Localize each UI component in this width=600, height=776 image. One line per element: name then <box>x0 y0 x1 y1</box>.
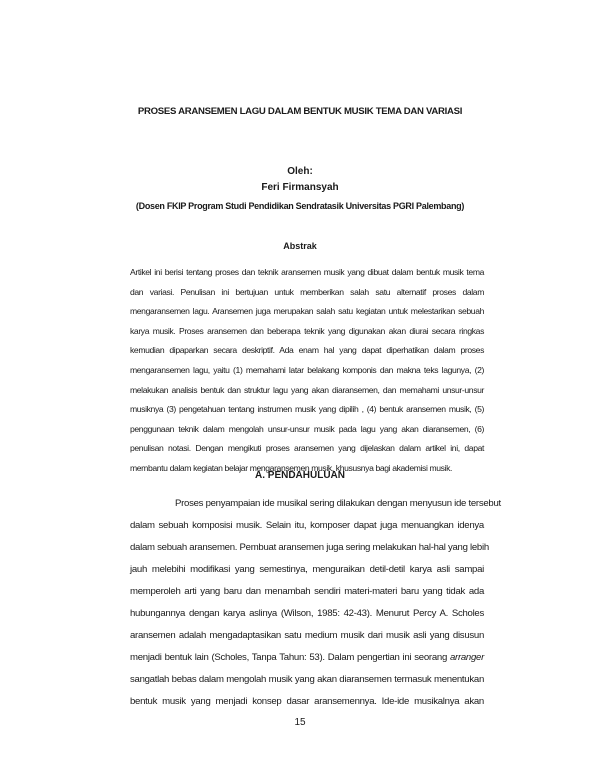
abstract-line: musiknya (3) pengetahuan tentang instrumen musik yang dipilih , (4) bentuk aransemen musik, (5) <box>130 404 484 415</box>
body-line: sangatlah bebas dalam mengolah musik yang akan diaransemen termasuk menentukan <box>130 674 484 685</box>
body-line: dalam sebuah komposisi musik. Selain itu, komposer dapat juga menuangkan idenya <box>130 520 484 531</box>
body-line: dalam sebuah aransemen. Pembuat aransemen juga sering melakukan hal-hal yang lebih <box>130 542 489 553</box>
abstract-line: melakukan analisis bentuk dan struktur lagu yang akan diaransemen, dan memahami unsur-unsur <box>130 384 484 395</box>
body-line: aransemen adalah mengadaptasikan satu medium musik dari musik asli yang disusun <box>130 630 484 641</box>
abstract-line: mengaransemen lagu, yaitu (1) memahami latar belakang komponis dan makna teks lagunya, (2) <box>130 364 484 375</box>
body-text <box>130 493 501 713</box>
abstract-line: penggunaan teknik dalam mengolah unsur-unsur musik pada lagu yang akan diaransemen, (6) <box>130 423 484 434</box>
abstract-text <box>130 263 484 479</box>
abstract-line: penulisan notasi. Dengan mengikuti proses aransemen yang dijelaskan dalam artikel ini, dapat <box>130 443 484 454</box>
abstract-line: kemudian dipaparkan secara deskriptif. Ada enam hal yang dapat diperhatikan dalam proses <box>130 345 484 356</box>
author-name: Feri Firmansyah <box>261 182 339 193</box>
author-affiliation: (Dosen FKIP Program Studi Pendidikan Sendratasik Universitas PGRI Palembang) <box>135 201 465 211</box>
section-heading: A. PENDAHULUAN <box>255 470 345 481</box>
abstract-line: dan variasi. Penulisan ini bertujuan untuk memberikan salah satu alternatif proses dalam <box>130 286 484 297</box>
body-line: jauh melebihi modifikasi yang semestinya, menguraikan detil-detil karya asli sampai <box>130 564 484 575</box>
body-line-text: menjadi bentuk lain (Scholes, Tanpa Tahun: 53). Dalam pengertian ini seorang <box>130 652 450 663</box>
body-line <box>130 647 484 669</box>
page-number: 15 <box>294 717 306 728</box>
abstract-line: mengaransemen lagu. Aransemen juga merupakan salah satu kegiatan untuk melestarikan sebuah <box>130 306 484 317</box>
abstract-line: karya musik. Proses aransemen dan beberapa teknik yang digunakan akan diurai secara ringkas <box>130 325 484 336</box>
body-line: memperoleh arti yang baru dan menambah sendiri materi-materi baru yang tidak ada <box>130 586 484 597</box>
body-line: bentuk musik yang menjadi konsep dasar aransemennya. Ide-ide musikalnya akan <box>130 696 484 707</box>
body-line: Proses penyampaian ide musikal sering dilakukan dengan menyusun ide tersebut <box>175 498 501 509</box>
abstract-line: membantu dalam kegiatan belajar mengaransemen musik, khususnya bagi akademisi musik. <box>130 462 453 473</box>
by-label: Oleh: <box>287 166 313 177</box>
abstract-line: Artikel ini berisi tentang proses dan teknik aransemen musik yang dibuat dalam bentuk musik tema <box>130 267 484 277</box>
italic-term: arranger <box>449 652 484 663</box>
paper-title: PROSES ARANSEMEN LAGU DALAM BENTUK MUSIK TEMA DAN VARIASI <box>137 106 463 117</box>
abstract-heading: Abstrak <box>283 241 317 251</box>
body-line: hubungannya dengan karya aslinya (Wilson, 1985: 42-43). Menurut Percy A. Scholes <box>130 608 484 619</box>
